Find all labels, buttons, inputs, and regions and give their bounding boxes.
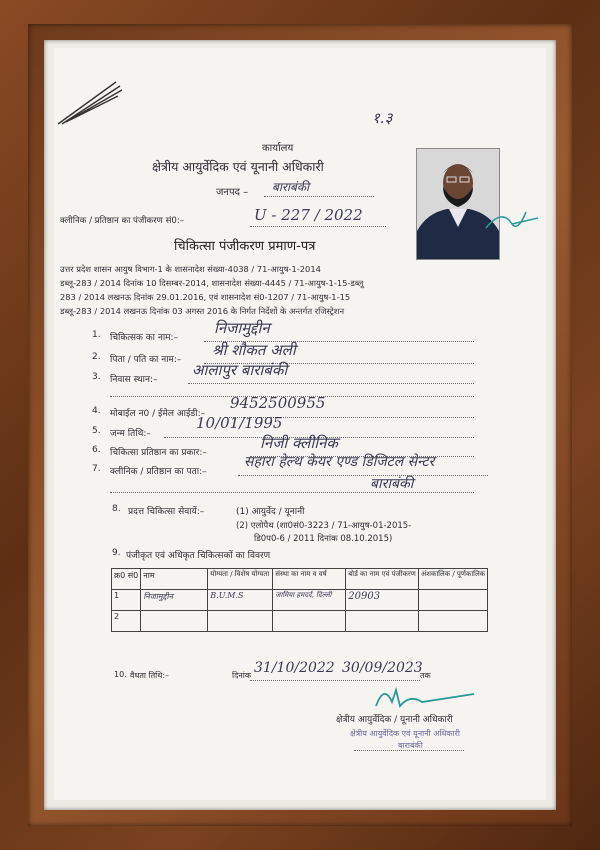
table-row	[112, 611, 488, 632]
table-cell	[418, 611, 487, 632]
table-caption: पंजीकृत एवं अधिकृत चिकित्सकों का विवरण	[126, 551, 271, 561]
field-number: 10.	[114, 670, 127, 679]
officer-signature-icon	[370, 680, 480, 714]
system-ayurveda: (1) आयुर्वेद / यूनानी	[236, 507, 305, 517]
intro-line-2: डब्लू-283 / 2014 दिनांक 10 दिसम्बर-2014, शासनादेश संख्या-4445 / 71-आयुष-1-15-डब्लू	[60, 278, 364, 288]
table-header-cell: योग्यता / विशेष योग्यता	[208, 569, 273, 590]
system-allopathy-line1: (2) एलोपैथ (शा0सं0-3223 / 71-आयुष-01-2015-	[236, 521, 412, 531]
table-header-cell: अंशकालिक / पूर्णकालिक	[418, 569, 487, 590]
corner-scribble-icon	[56, 76, 126, 126]
authority-heading: क्षेत्रीय आयुर्वेदिक एवं यूनानी अधिकारी	[152, 159, 324, 174]
field-number: 9.	[112, 548, 121, 558]
intro-line-1: उत्तर प्रदेश शासन आयुष विभाग-1 के शासनादेश संख्या-4038 / 71-आयुष-1-2014	[60, 264, 321, 274]
table-cell	[273, 611, 346, 632]
validity-from: 31/10/2022	[254, 660, 335, 676]
field-number: 7.	[92, 464, 101, 474]
doctor-name-value: निजामुद्दीन	[214, 319, 270, 337]
table-cell	[141, 611, 208, 632]
table-cell: जामिया हमदर्द, दिल्ली	[273, 590, 346, 611]
office-label: कार्यालय	[262, 143, 294, 154]
father-name-label: पिता / पति का नाम:–	[110, 355, 182, 365]
certificate-title: चिकित्सा पंजीकरण प्रमाण-पत्र	[174, 239, 316, 254]
certificate-paper	[54, 48, 546, 800]
intro-line-3: 283 / 2014 लखनऊ दिनांक 29.01.2016, एवं शासनादेश सं0-1207 / 71-आयुष-1-15	[60, 292, 351, 302]
establishment-city-value: बाराबंकी	[370, 476, 414, 492]
table-header-cell: नाम	[141, 569, 208, 590]
birth-date-value: 10/01/1995	[196, 414, 283, 432]
field-line	[188, 383, 474, 384]
validity-suffix: तक	[420, 671, 431, 680]
systems-label: प्रदत्त चिकित्सा सेवायें:–	[128, 507, 205, 517]
field-number: 5.	[92, 426, 101, 436]
table-row	[112, 590, 488, 611]
intro-line-4: डब्लू-283 / 2014 लखनऊ दिनांक 03 अगस्त 2016 के निर्गत निर्देशों के अन्तर्गत रजिस्ट्रेशन	[60, 306, 345, 316]
field-number: 3.	[92, 372, 101, 382]
father-name-value: श्री शौकत अली	[212, 341, 296, 359]
table-header-row	[112, 569, 488, 590]
registration-line	[250, 226, 386, 227]
field-line-extra	[110, 492, 474, 493]
table-header-cell: क्र0 सं0	[112, 569, 141, 590]
table-cell: 1	[112, 590, 141, 611]
stamp-line-1: क्षेत्रीय आयुर्वेदिक एवं यूनानी अधिकारी	[350, 729, 460, 738]
field-line	[238, 475, 488, 476]
district-label: जनपद –	[216, 187, 249, 198]
table-header-cell: बोर्ड का नाम एवं पंजीकरण	[346, 569, 419, 590]
establishment-address-value: सहारा हेल्थ केयर एण्ड डिजिटल सेन्टर	[244, 454, 435, 470]
validity-label: वैधता तिथि:–	[130, 671, 170, 680]
establishment-type-value: निजी क्लीनिक	[260, 434, 338, 452]
residence-value: आलापुर बाराबंकी	[192, 361, 288, 379]
signature-line	[354, 750, 464, 751]
table-cell: 20903	[346, 590, 419, 611]
stamp-line-2: बाराबंकी	[398, 741, 423, 750]
registration-label: क्लीनिक / प्रतिष्ठान का पंजीकरण सं0:–	[60, 216, 185, 226]
table-cell	[418, 590, 487, 611]
registration-number: U - 227 / 2022	[254, 206, 363, 224]
table-cell: B.U.M.S	[208, 590, 273, 611]
table-cell: निजामुद्दीन	[141, 590, 208, 611]
mobile-value: 9452500955	[230, 394, 326, 412]
establishment-address-label: क्लीनिक / प्रतिष्ठान का पता:–	[110, 467, 207, 477]
doctors-table	[111, 568, 488, 632]
field-number: 6.	[92, 445, 101, 455]
table-header-cell: संस्था का नाम व वर्ष	[273, 569, 346, 590]
establishment-type-label: चिकित्सा प्रतिष्ठान का प्रकार:–	[110, 448, 207, 458]
birth-date-label: जन्म तिथि:–	[110, 429, 151, 439]
district-value: बाराबंकी	[272, 180, 310, 194]
validity-to: 30/09/2023	[342, 660, 423, 676]
table-cell: 2	[112, 611, 141, 632]
validity-date-label: दिनांक	[232, 671, 251, 680]
table-cell	[208, 611, 273, 632]
table-cell	[346, 611, 419, 632]
mobile-label: मोबाईल न0 / ईमेल आईडी:–	[110, 409, 206, 419]
field-number: 4.	[92, 406, 101, 416]
district-line	[264, 196, 374, 197]
field-number: 8.	[112, 504, 121, 514]
field-number: 2.	[92, 352, 101, 362]
officer-designation: क्षेत्रीय आयुर्वेदिक / यूनानी अधिकारी	[336, 715, 453, 725]
reference-mark: १.३	[372, 109, 393, 127]
doctor-name-label: चिकित्सक का नाम:–	[110, 333, 179, 343]
residence-label: निवास स्थान:–	[110, 375, 158, 385]
system-allopathy-line2: डि0प0-6 / 2011 दिनांक 08.10.2015)	[254, 534, 393, 544]
photo-signature-icon	[482, 198, 542, 238]
field-number: 1.	[92, 330, 101, 340]
